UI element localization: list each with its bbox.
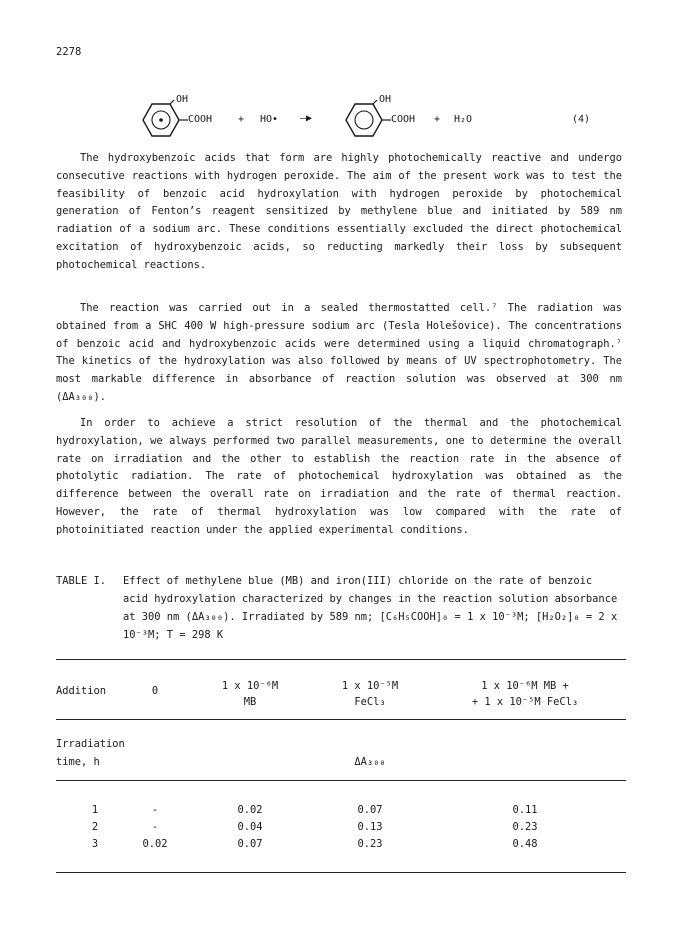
product-cooh: COOH	[391, 114, 416, 125]
column-header: 1 x 10⁻⁶M	[221, 680, 279, 692]
row-header-sub: time, h	[56, 756, 100, 768]
product-oh: OH	[379, 94, 392, 105]
column-header-sub: MB	[243, 696, 257, 708]
chemical-equation	[140, 92, 620, 144]
column-header-addition: Addition	[56, 685, 107, 697]
column-header-sub: FeCl₃	[354, 696, 386, 708]
reactant-cooh: COOH	[188, 114, 213, 125]
quantity-label: ΔA₃₀₀	[354, 756, 386, 768]
table-caption-text: Effect of methylene blue (MB) and iron(III) chloride on the rate of benzoic acid hydroxylation characterized by changes in the reaction solution absorbance at 300 nm (ΔA₃₀₀). Irradiated by 589 nm; [C₆H₅COOH]₀ = 1 x 10⁻³M; [H₂O₂]₀ = 2 x 10⁻³M; T = 298 K	[123, 575, 618, 641]
plus-sign: +	[434, 114, 441, 125]
row-header: Irradiation	[56, 738, 125, 750]
column-header: 1 x 10⁻⁵M	[341, 680, 399, 692]
table-label: TABLE I.	[56, 575, 107, 587]
paragraph: The reaction was carried out in a sealed thermostatted cell.⁷ The radiation was obtained from a SHC 400 W high-pressure sodium arc (Tesla Holešovice). The concentrations of benzoic acid and hydroxybenzoic acids were determined using a liquid chromatograph.⁷ The kinetics of the hydroxylation was also followed by means of UV spectrophotometry. The most markable difference in absorbance of reaction solution was observed at 300 nm (ΔA₃₀₀).	[56, 302, 622, 403]
paragraph: The hydroxybenzoic acids that form are highly photochemically reactive and undergo consecutive reactions with hydrogen peroxide. The aim of the present work was to test the feasibility of benzoic acid hydroxylation with hydrogen peroxide by photochemical generation of Fenton’s reagent sensitized by methylene blue and initiated by 589 nm radiation of a sodium arc. These conditions essentially excluded the direct photochemical excitation of hydroxybenzoic acids, so reducting markedly their loss by subsequent photochemical reactions.	[56, 152, 622, 271]
hydroxybenzoic-acid-ring-icon	[343, 100, 391, 140]
reaction-arrow: —▶	[300, 113, 313, 124]
paragraph: In order to achieve a strict resolution of the thermal and the photochemical hydroxylation, we always performed two parallel measurements, one to determine the overall rate on irradiation and the other to establish the reaction rate in the absence of photolytic radiation. The rate of photochemical hydroxylation was obtained as the difference between the overall rate on irradiation and the rate of thermal reaction. However, the rate of thermal hydroxylation was low compared with the rate of photoinitiated reaction under the applied experimental conditions.	[56, 417, 622, 536]
table-bottom-rule	[56, 872, 626, 873]
table-header-rule	[56, 719, 626, 720]
water: H₂O	[454, 114, 473, 125]
table-mid-rule	[56, 780, 626, 781]
page-number: 2278	[56, 46, 82, 58]
hydroxyl-radical: HO•	[260, 114, 279, 125]
table-top-rule	[56, 659, 626, 660]
benzoic-acid-ring-icon	[140, 100, 188, 140]
plus-sign: +	[238, 114, 245, 125]
column-header-sub: + 1 x 10⁻⁵M FeCl₃	[471, 696, 579, 708]
equation-number: (4)	[572, 114, 591, 125]
table-caption	[56, 572, 622, 644]
column-header: 0	[151, 685, 159, 697]
reactant-oh: OH	[176, 94, 189, 105]
column-header: 1 x 10⁻⁶M MB +	[481, 680, 569, 692]
